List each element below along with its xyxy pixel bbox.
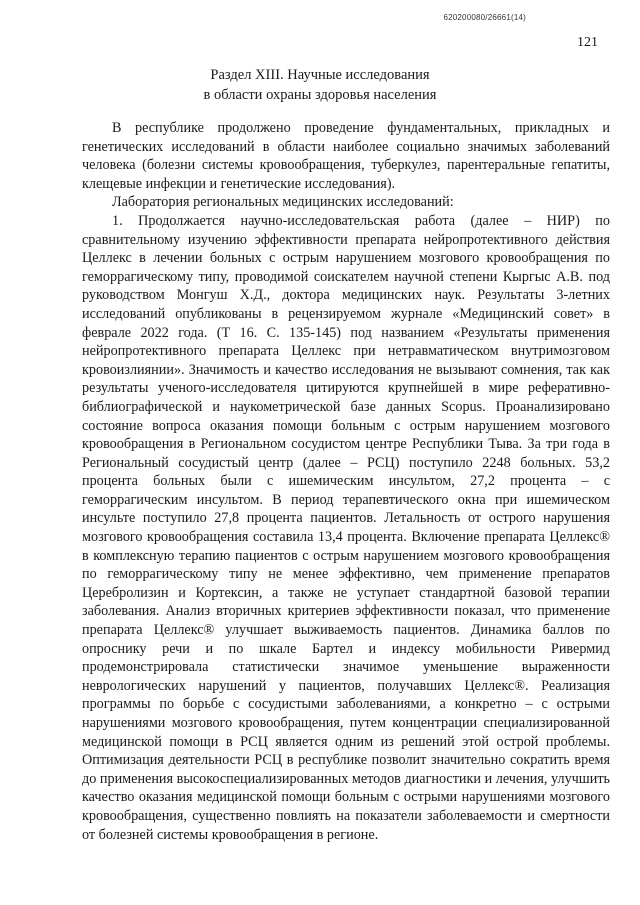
body-text	[82, 119, 610, 844]
section-title	[0, 65, 640, 105]
section-title-line-2: в области охраны здоровья населения	[203, 87, 437, 103]
page-number: 121	[577, 35, 598, 50]
paragraph-intro: В республике продолжено проведение фундаментальных, прикладных и генетических исследований в области наиболее социально значимых заболеваний человека (болезни системы кровообращения, туберкулез, парентеральные гепатиты, клещевые инфекции и генетические исследования).	[82, 120, 610, 192]
section-title-line-1: Раздел XIII. Научные исследования	[210, 67, 430, 83]
document-code: 620200080/26661(14)	[443, 13, 526, 22]
paragraph-research-1: 1. Продолжается научно-исследовательская работа (далее – НИР) по сравнительному изучению эффективности препарата нейропротективного действия Целлекс в лечении больных с острым нарушением мозгового кровообращения по геморрагическому типу, проводимой соискателем научной степени Кыргыс А.В. под руководством Монгуш Х.Д., доктора медицинских наук. Результаты 3-летних исследований опубликованы в рецензируемом журнале «Медицинский совет» в феврале 2022 года. (Т 16. С. 135-145) под названием «Результаты применения нейропротективного препарата Целлекс при нетравматическом внутримозговом кровоизлиянии». Значимость и качество исследования не вызывают сомнения, так как результаты ученого-исследователя цитируются крупнейшей в мире реферативно-библиографической и наукометрической базе данных Scopus. Проанализировано состояние вопроса оказания помощи больным с острым нарушением мозгового кровообращения в Региональном сосудистом центре Республики Тыва. За три года в Региональный сосудистый центр (далее – РСЦ) поступило 2248 больных. 53,2 процента больных были с ишемическим инсультом, 27,2 процента – с геморрагическим инсультом. В период терапевтического окна при ишемическом инсульте поступило 27,8 процента пациентов. Летальность от острого нарушения мозгового кровообращения составила 13,4 процента. Включение препарата Целлекс® в комплексную терапию пациентов с острым нарушением мозгового кровообращения по геморрагическому типу не менее эффективно, чем применение препаратов Церебролизин и Кортексин, а также не уступает стандартной базовой терапии заболевания. Анализ вторичных критериев эффективности показал, что применение препарата Целлекс® улучшает выживаемость пациентов. Динамика баллов по опроснику речи и по шкале Бартел и индексу мобильности Ривермид продемонстрировала статистически значимое уменьшение выраженности неврологических нарушений у пациентов, получавших Целлекс®. Реализация программы по борьбе с сосудистыми заболеваниями, а конкретно – с острыми нарушениями мозгового кровообращения, путем концентрации специализированной медицинской помощи в РСЦ является одним из решений этой острой проблемы. Оптимизация деятельности РСЦ в республике позволит значительно сократить время до применения высокоспециализированных методов диагностики и лечения, улучшить качество оказания медицинской помощи больным с острыми нарушениями мозгового кровообращения, существенно повлиять на показатели заболеваемости и смертности от болезней системы кровообращения в регионе.	[82, 212, 610, 843]
paragraph-lab-heading: Лаборатория региональных медицинских исследований:	[112, 194, 454, 211]
